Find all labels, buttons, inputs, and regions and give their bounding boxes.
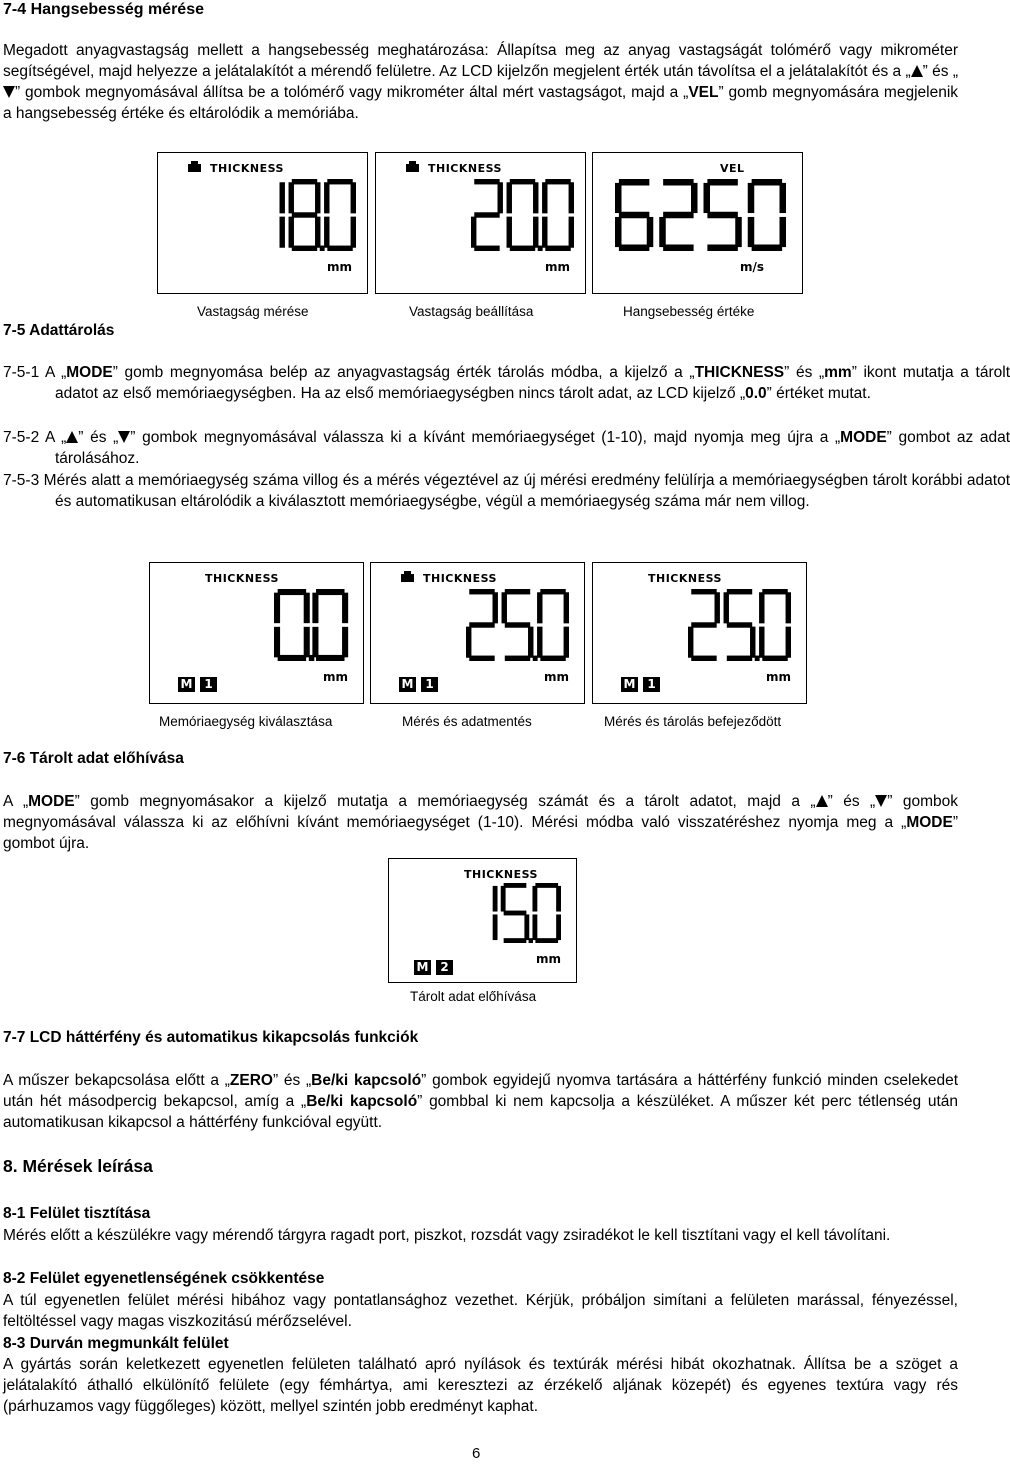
memory-slot-number: 1 [643, 677, 660, 692]
down-arrow-icon [875, 795, 887, 807]
lcd-digits [615, 179, 796, 253]
lcd-segment [707, 179, 737, 186]
lcd-segment [545, 179, 570, 184]
lcd-digits [274, 589, 358, 663]
heading-8-2: 8-2 Felület egyenetlenségének csökkentése [3, 1270, 325, 1287]
paragraph-7-4: Megadott anyagvastagság mellett a hangsebesség meghatározása: Állapítsa meg az anyag vastagságát tolómérő vagy mikrométer segítségével, majd helyezze a jelátalakítót a mérendő felületre. Az LCD kijelzőn megjelent érték után távolítsa el a jelátalakítót és a „ ” és „” gombok megnyomásával állítsa be a tolómérő vagy mikrométer által mért vastagságot, majd a „VEL” gomb megnyomására megjelenik a hangsebesség értéke és eltárolódik a memóriába. [3, 42, 959, 122]
lcd-segment [532, 886, 537, 912]
lcd-digits [469, 883, 571, 945]
memory-slot-number: 1 [421, 677, 438, 692]
lcd-unit-label: mm [536, 952, 562, 966]
lcd-segment [469, 656, 494, 661]
lcd-segment [280, 182, 285, 213]
lcd-segment [537, 592, 542, 623]
heading-7-6: 7-6 Tárolt adat előhívása [3, 750, 184, 767]
lcd-decimal-point [533, 656, 538, 661]
paragraph-8-3: A gyártás során keletkezett egyenetlen felületen található apró nyílások és textúrák mérési hibát okozhatnak. Állítsa be a szöget a jelátalakító áthalló elkülönítő felülete (egy fémhártya, ami keresztezi az érzékelő aljának közepét) és egyenes textúra vagy rés (párhuzamos vagy függőleges) között, mellyel szintén jobb eredményt kaphat. [3, 1356, 958, 1415]
down-arrow-icon [118, 431, 130, 443]
lcd-segment [691, 622, 716, 627]
page-number: 6 [472, 1445, 481, 1462]
lcd-segment [342, 593, 348, 624]
lcd-segment [533, 182, 538, 213]
memory-m-badge: M [399, 677, 416, 692]
lcd-segment [569, 182, 574, 213]
memory-slot-number: 1 [200, 677, 217, 692]
lcd-segment [619, 179, 649, 186]
lcd-segment [564, 627, 569, 658]
up-arrow-icon [66, 431, 78, 443]
lcd-display [370, 562, 585, 704]
lcd-segment [280, 217, 285, 248]
lcd-segment [504, 911, 527, 916]
lcd-unit-label: m/s [740, 260, 765, 274]
heading-8-1: 8-1 Felület tisztítása [3, 1205, 151, 1222]
lcd-segment [659, 217, 666, 247]
lcd-segment [498, 182, 503, 213]
lcd-display [592, 152, 803, 294]
down-arrow-icon [3, 86, 15, 98]
battery-icon [188, 164, 201, 172]
heading-7-7: 7-7 LCD háttérfény és automatikus kikapcsolás funkciók [3, 1029, 419, 1046]
lcd-segment [292, 179, 317, 184]
heading-8: 8. Mérések leírása [3, 1156, 153, 1176]
lcd-segment [569, 217, 574, 248]
lcd-segment [556, 914, 561, 940]
lcd-segment [762, 656, 787, 661]
lcd-segment [507, 217, 512, 248]
lcd-segment [615, 217, 622, 247]
lcd-decimal-point [755, 656, 760, 661]
lcd-segment [324, 217, 329, 248]
memory-m-badge: M [621, 677, 638, 692]
lcd-indicator-label: THICKNESS [428, 162, 502, 175]
item-7-5-2: 7-5-2 A „ ” és „ ” gombok megnyomásával válassza ki a kívánt memóriaegységet (1-10), majd nyomja meg újra a „MODE” gombot az adat tárolásához. [3, 429, 1010, 467]
memory-m-badge: M [414, 960, 431, 975]
lcd-decimal-point [320, 246, 325, 251]
lcd-digits [466, 589, 579, 663]
lcd-segment [786, 627, 791, 658]
lcd-segment [615, 183, 622, 213]
lcd-segment [474, 212, 499, 217]
memory-indicator [414, 960, 453, 975]
lcd-unit-label: mm [545, 260, 571, 274]
lcd-segment [351, 182, 356, 213]
lcd-segment [471, 217, 476, 248]
lcd-segment [277, 655, 305, 661]
lcd-indicator-label: VEL [720, 162, 745, 175]
lcd-segment [691, 656, 716, 661]
heading-7-4: 7-4 Hangsebesség mérése [3, 1, 204, 18]
lcd-indicator-label: THICKNESS [648, 572, 722, 585]
lcd-caption: Tárolt adat előhívása [410, 989, 537, 1004]
lcd-decimal-point [538, 246, 543, 251]
lcd-unit-label: mm [544, 670, 570, 684]
lcd-segment [724, 592, 729, 623]
lcd-segment [327, 246, 352, 251]
lcd-caption: Memóriaegység kiválasztása [159, 714, 333, 729]
lcd-segment [545, 246, 570, 251]
lcd-segment [274, 627, 280, 658]
lcd-caption: Mérés és tárolás befejeződött [604, 714, 782, 729]
lcd-segment [505, 622, 530, 627]
lcd-segment [505, 589, 530, 594]
item-7-5-3: 7-5-3 Mérés alatt a memóriaegység száma villog és a mérés végeztével az új mérési eredmény felülírja a memóriaegységben tárolt korábbi adatot és automatikusan eltárolódik a kiválasztott memóriaegységbe, végül a memóriaegység száma már nem villog. [3, 472, 1010, 510]
lcd-segment [752, 179, 782, 186]
lcd-segment [469, 589, 494, 594]
lcd-segment [556, 886, 561, 912]
lcd-segment [748, 217, 755, 247]
lcd-segment [759, 627, 764, 658]
lcd-segment [752, 244, 782, 251]
lcd-segment [727, 589, 752, 594]
lcd-segment [493, 914, 498, 940]
lcd-unit-label: mm [327, 260, 353, 274]
lcd-caption: Vastagság mérése [197, 304, 309, 319]
lcd-segment [535, 938, 558, 943]
lcd-segment [315, 182, 320, 213]
lcd-segment [748, 183, 755, 213]
paragraph-7-6: A „MODE” gomb megnyomásakor a kijelző mutatja a memóriaegység számát és a tárolt adatot, majd a „ ” és „ ” gombok megnyomásával válassza ki az előhívni kívánt memóriaegységet (1-10). Mérési módba való visszatéréshez nyomja meg a „MODE” gombot újra. [3, 793, 958, 852]
lcd-segment [493, 592, 498, 623]
lcd-segment [691, 183, 698, 213]
paragraph-8-2: A túl egyenetlen felület mérési hibához vagy pontatlansághoz vezethet. Kérjük, próbáljon simítani a felületen marással, fényezéssel, feltöltéssel vagy magas viszkozitású mérőzselével. [3, 1292, 958, 1330]
lcd-segment [327, 179, 352, 184]
lcd-segment [727, 656, 752, 661]
lcd-display [149, 562, 364, 704]
battery-icon [401, 574, 414, 582]
lcd-digits [253, 179, 366, 253]
lcd-caption: Mérés és adatmentés [402, 714, 532, 729]
lcd-segment [540, 656, 565, 661]
lcd-segment [342, 627, 348, 658]
lcd-segment [703, 183, 710, 213]
lcd-segment [316, 589, 344, 595]
lcd-caption: Hangsebesség értéke [623, 304, 755, 319]
lcd-indicator-label: THICKNESS [423, 572, 497, 585]
lcd-segment [312, 593, 318, 624]
up-arrow-icon [911, 65, 923, 77]
lcd-segment [762, 589, 787, 594]
lcd-segment [542, 182, 547, 213]
lcd-segment [619, 212, 649, 219]
lcd-segment [466, 627, 471, 658]
lcd-segment [274, 593, 280, 624]
lcd-segment [292, 212, 317, 217]
lcd-segment [537, 627, 542, 658]
lcd-segment [786, 592, 791, 623]
lcd-segment [759, 592, 764, 623]
lcd-display [592, 562, 807, 704]
lcd-display [388, 858, 577, 983]
memory-indicator [621, 677, 660, 692]
lcd-segment [533, 217, 538, 248]
lcd-display [157, 152, 368, 294]
lcd-segment [304, 593, 310, 624]
paragraph-7-7: A műszer bekapcsolása előtt a „ZERO” és „Be/ki kapcsoló” gombok egyidejű nyomva tartására a háttérfény funkció minden cselekedet után hét másodpercig bekapcsol, amíg a „Be/ki kapcsoló” gombbal ki nem kapcsolja a készüléket. A műszer két perc tétlenség után automatikusan kikapcsol a háttérfény funkcióval együtt. [3, 1072, 959, 1131]
lcd-segment [619, 244, 649, 251]
lcd-segment [542, 217, 547, 248]
lcd-segment [707, 212, 737, 219]
lcd-segment [779, 183, 786, 213]
lcd-segment [316, 655, 344, 661]
lcd-segment [493, 886, 498, 912]
lcd-segment [289, 182, 294, 213]
battery-icon [406, 164, 419, 172]
lcd-segment [564, 592, 569, 623]
paragraph-8-1: Mérés előtt a készülékre vagy mérendő tárgyra ragadt port, piszkot, rozsdát vagy zsiradékot le kell tisztítani vagy el kell távolítani. [3, 1227, 891, 1244]
lcd-caption: Vastagság beállítása [409, 304, 534, 319]
lcd-segment [304, 627, 310, 658]
lcd-segment [647, 217, 654, 247]
lcd-segment [540, 589, 565, 594]
lcd-unit-label: mm [323, 670, 349, 684]
lcd-indicator-label: THICKNESS [205, 572, 279, 585]
lcd-segment [312, 627, 318, 658]
memory-indicator [178, 677, 217, 692]
lcd-segment [663, 212, 693, 219]
lcd-segment [663, 179, 693, 186]
lcd-segment [524, 914, 529, 940]
lcd-display [375, 152, 586, 294]
lcd-segment [507, 182, 512, 213]
lcd-unit-label: mm [766, 670, 792, 684]
lcd-segment [292, 246, 317, 251]
heading-7-5: 7-5 Adattárolás [3, 322, 115, 339]
lcd-digits [471, 179, 584, 253]
lcd-segment [691, 589, 716, 594]
memory-m-badge: M [178, 677, 195, 692]
lcd-segment [315, 217, 320, 248]
lcd-segment [735, 217, 742, 247]
lcd-segment [528, 627, 533, 658]
lcd-segment [779, 217, 786, 247]
lcd-segment [277, 589, 305, 595]
lcd-segment [351, 217, 356, 248]
lcd-segment [504, 938, 527, 943]
memory-slot-number: 2 [436, 960, 453, 975]
lcd-segment [707, 244, 737, 251]
lcd-segment [289, 217, 294, 248]
lcd-segment [727, 622, 752, 627]
lcd-indicator-label: THICKNESS [210, 162, 284, 175]
lcd-segment [663, 244, 693, 251]
lcd-segment [715, 592, 720, 623]
lcd-segment [502, 592, 507, 623]
lcd-segment [532, 914, 537, 940]
lcd-segment [504, 883, 527, 888]
lcd-segment [474, 246, 499, 251]
lcd-segment [688, 627, 693, 658]
memory-indicator [399, 677, 438, 692]
heading-8-3: 8-3 Durván megmunkált felület [3, 1335, 229, 1352]
item-7-5-1: 7-5-1 A „MODE” gomb megnyomása belép az anyagvastagság érték tárolás módba, a kijelző a „THICKNESS” és „mm” ikont mutatja a tárolt adatot az első memóriaegységben. Ha az első memóriaegységben nincs tárolt adat, az LCD kijelző „0.0” értéket mutat. [3, 364, 1010, 402]
lcd-segment [535, 883, 558, 888]
lcd-segment [510, 179, 535, 184]
lcd-indicator-label: THICKNESS [464, 868, 538, 881]
lcd-segment [510, 246, 535, 251]
lcd-digits [688, 589, 801, 663]
up-arrow-icon [816, 795, 828, 807]
lcd-segment [324, 182, 329, 213]
lcd-decimal-point [529, 938, 533, 943]
lcd-segment [501, 886, 506, 912]
lcd-segment [505, 656, 530, 661]
lcd-segment [750, 627, 755, 658]
lcd-segment [474, 179, 499, 184]
lcd-segment [469, 622, 494, 627]
